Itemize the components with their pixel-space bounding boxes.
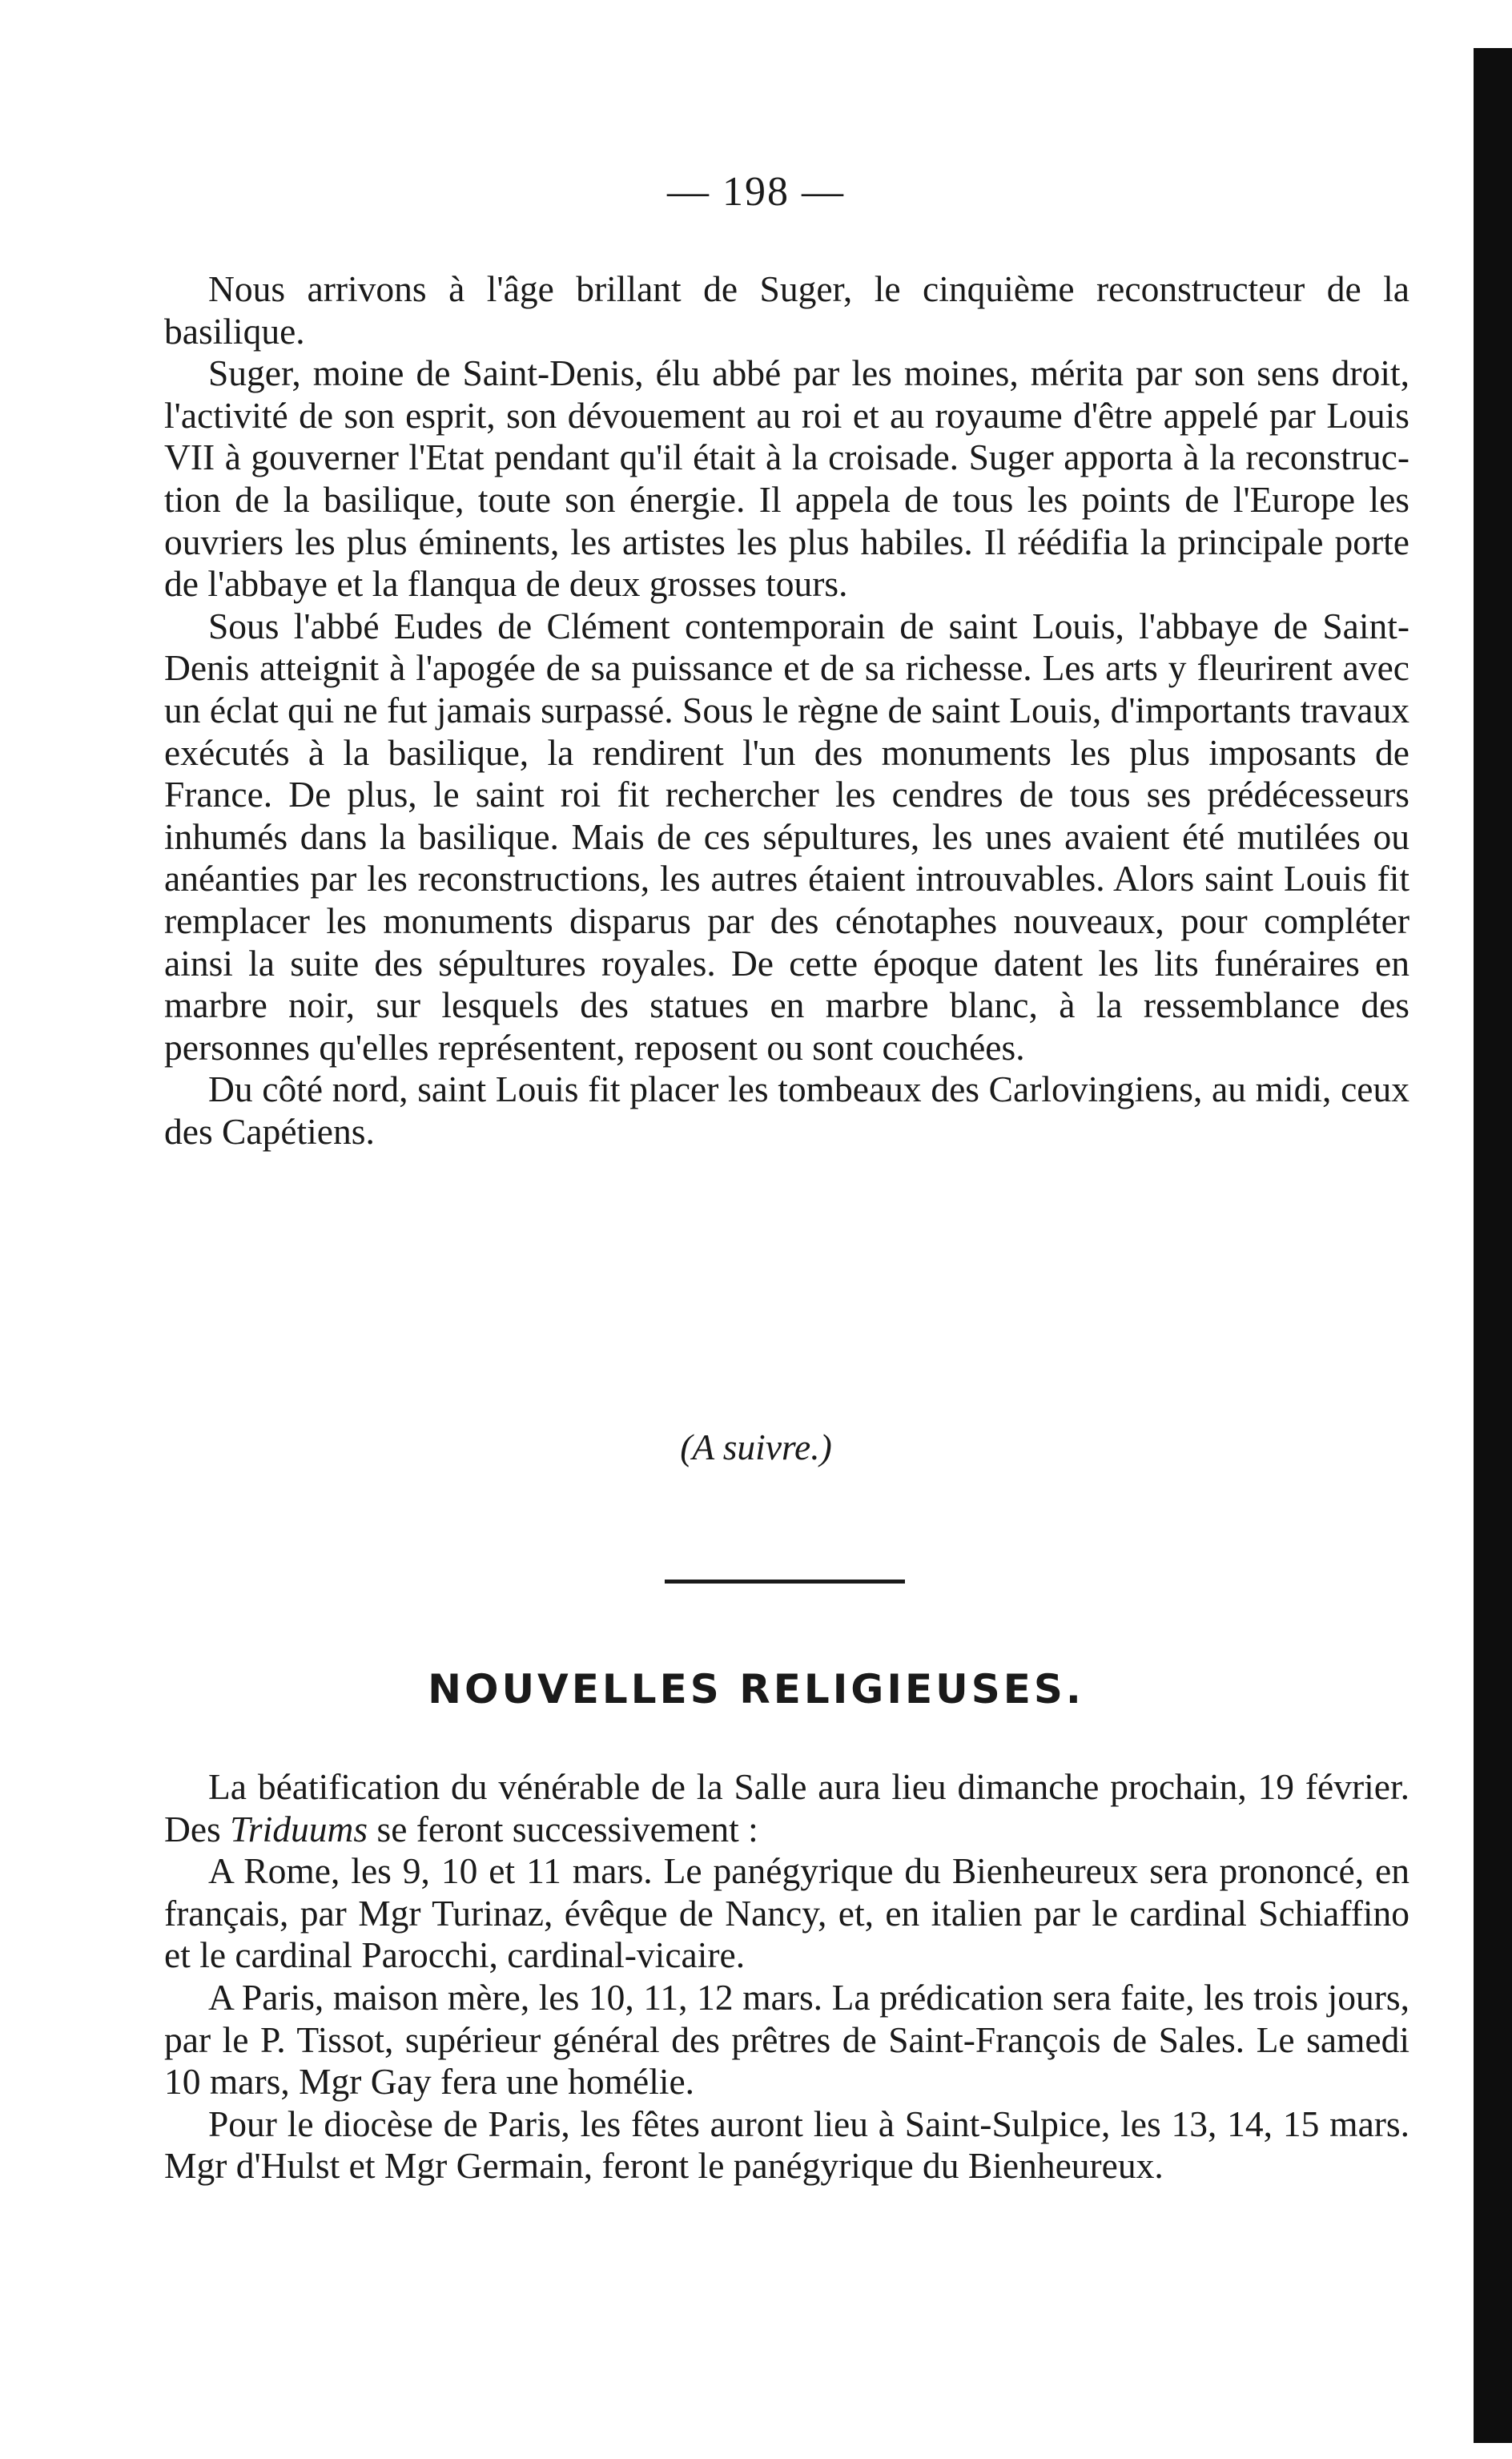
news-text: se feront successivement : (368, 1808, 758, 1849)
news-paragraph: A Rome, les 9, 10 et 11 mars. Le panégyrique du Bienheureux sera prononcé, en français, par Mgr Turinaz, évêque de Nancy, et, en italien par le cardinal Schiaffino et le cardinal Parocchi, cardinal-vicaire. (164, 1850, 1409, 1976)
news-paragraph: A Paris, maison mère, les 10, 11, 12 mars. La prédication sera faite, les trois jours, par le P. Tissot, supérieur général des prêtres de Saint-François de Sales. Le samedi 10 mars, Mgr Gay fera une homélie. (164, 1976, 1409, 2103)
section-heading: NOUVELLES RELIGIEUSES. (428, 1666, 1084, 1712)
article-paragraph: Du côté nord, saint Louis fit placer les tombeaux des Carlovingiens, au midi, ceux des Capétiens. (164, 1069, 1409, 1152)
news-body (164, 1766, 1409, 2187)
news-paragraph (164, 1766, 1409, 1850)
page-number: — 198 — (667, 169, 845, 215)
article-paragraph: Suger, moine de Saint-Denis, élu abbé par les moines, mérita par son sens droit, l'activité de son esprit, son dévouement au roi et au royaume d'être appelé par Louis VII à gouverner l'Etat pendant qu'il était à la croisade. Suger apporta à la reconstruction de la basilique, toute son énergie. Il appela de tous les points de l'Europe les ouvriers les plus éminents, les artistes les plus habiles. Il réédifia la principale porte de l'abbaye et la flanqua de deux grosses tours. (164, 352, 1409, 605)
section-divider (665, 1580, 905, 1584)
to-be-continued: (A suivre.) (680, 1427, 832, 1467)
scan-edge-bar (1474, 48, 1512, 2443)
news-paragraph: Pour le diocèse de Paris, les fêtes auront lieu à Saint-Sulpice, les 13, 14, 15 mars. Mgr d'Hulst et Mgr Germain, feront le panégyrique du Bienheureux. (164, 2103, 1409, 2187)
article-paragraph: Nous arrivons à l'âge brillant de Suger, le cinquième reconstructeur de la basilique. (164, 268, 1409, 352)
article-body (164, 268, 1409, 1153)
article-paragraph: Sous l'abbé Eudes de Clément contemporain de saint Louis, l'abbaye de Saint-Denis atteignit à l'apogée de sa puissance et de sa richesse. Les arts y fleurirent avec un éclat qui ne fut jamais surpassé. Sous le règne de saint Louis, d'importants travaux exécutés à la basilique, la rendirent l'un des monuments les plus imposants de France. De plus, le saint roi fit rechercher les cendres de tous ses prédécesseurs inhumés dans la basilique. Mais de ces sépultures, les unes avaient été mutilées ou anéanties par les reconstructions, les autres étaient introuvables. Alors saint Louis fit remplacer les monuments disparus par des cénotaphes nouveaux, pour compléter ainsi la suite des sépultures royales. De cette époque datent les lits funéraires en marbre noir, sur lesquels des statues en marbre blanc, à la ressemblance des personnes qu'elles représentent, reposent ou sont couchées. (164, 605, 1409, 1068)
news-emphasis: Triduums (230, 1808, 368, 1849)
news-text: La béatification du vénérable de la Salle aura lieu dimanche prochain, 19 février. Des (164, 1766, 1409, 1849)
